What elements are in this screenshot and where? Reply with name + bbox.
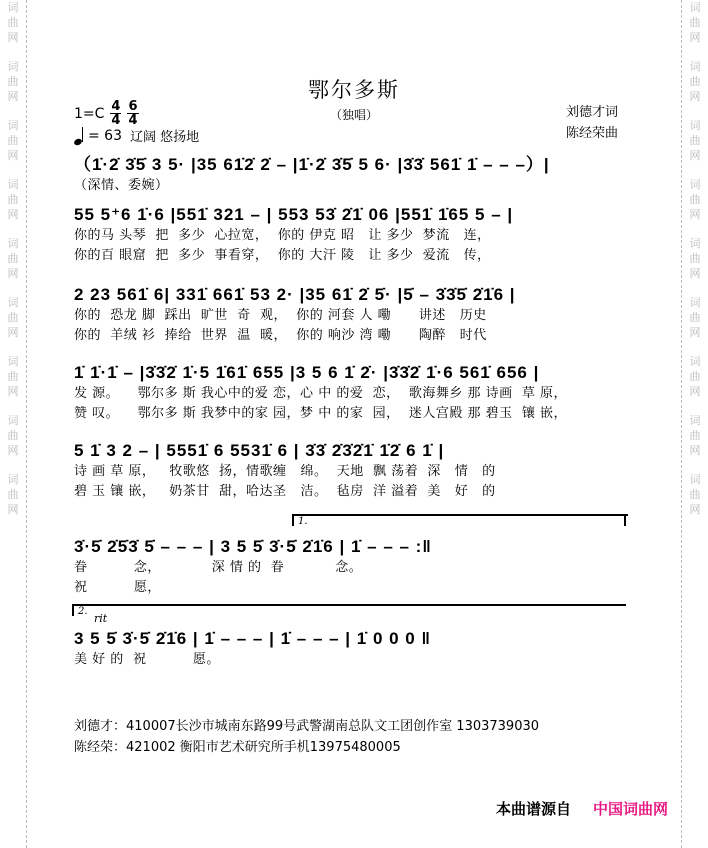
watermark-char: 网 [7, 149, 19, 162]
watermark-char: 网 [7, 267, 19, 280]
lyricist-contact: 刘德才：410007长沙市城南东路99号武警湖南总队文工团创作室 1303739030 [74, 719, 540, 734]
watermark-char: 曲 [689, 429, 701, 442]
score-row [74, 284, 630, 346]
notation-line: 5 1̇ 3 2 – | 5551̇ 6 5531̇ 6 | 3̇3̇ 2̇3̇2̇1̇ 1̇2̇ 6 1̇ | [74, 441, 445, 460]
watermark-char: 词 [689, 237, 701, 250]
lyric-verse-2: 祝 愿， [74, 580, 161, 595]
tempo-value: = 63 [88, 127, 122, 144]
watermark-char: 曲 [689, 252, 701, 265]
watermark-char: 词 [689, 60, 701, 73]
watermark-char: 词 [7, 355, 19, 368]
watermark-group [682, 295, 708, 340]
watermark-group [682, 472, 708, 517]
watermark-char: 网 [7, 503, 19, 516]
watermark-char: 词 [689, 178, 701, 191]
watermark-char: 网 [689, 385, 701, 398]
lyric-verse-2: 赞 叹。 鄂尔多 斯 我梦中的家 园，梦 中 的家 园， 迷人宫殿 那 碧玉 镶 嵌， [74, 406, 568, 421]
watermark-char: 网 [689, 503, 701, 516]
watermark-char: 曲 [7, 75, 19, 88]
lyric-verse-2: 你的百 眼窟 把 多少 事看穿， 你的 大汗 陵 让 多少 爱流 传， [74, 248, 491, 263]
watermark-char: 曲 [689, 75, 701, 88]
score-row [74, 362, 630, 424]
score-row-volta-1 [74, 514, 630, 598]
watermark-group [0, 236, 26, 281]
watermark-group [0, 118, 26, 163]
score-row [74, 204, 630, 266]
watermark-left [0, 0, 27, 848]
lyric-verse-1: 眷 念， 深 情 的 眷 念。 [74, 560, 363, 575]
watermark-char: 词 [7, 296, 19, 309]
watermark-char: 词 [689, 1, 701, 14]
score-row-volta-2 [74, 604, 630, 670]
time-signature-1 [110, 100, 121, 127]
watermark-char: 曲 [689, 16, 701, 29]
volta-bracket-1 [292, 514, 628, 526]
watermark-char: 曲 [7, 370, 19, 383]
lyric-verse-1: 你的马 头琴 把 多少 心拉宽， 你的 伊克 昭 让 多少 梦流 连， [74, 228, 491, 243]
watermark-char: 词 [689, 296, 701, 309]
quarter-note-icon [74, 127, 84, 145]
time-signature-numerator: 6 [128, 99, 138, 114]
watermark-char: 词 [7, 178, 19, 191]
contact-info [74, 716, 539, 758]
watermark-char: 网 [7, 385, 19, 398]
watermark-char: 曲 [7, 311, 19, 324]
watermark-char: 词 [7, 473, 19, 486]
watermark-char: 网 [689, 90, 701, 103]
tempo-marking [74, 126, 199, 145]
time-signature-denominator: 4 [111, 113, 121, 128]
watermark-char: 词 [7, 414, 19, 427]
watermark-group [682, 236, 708, 281]
watermark-char: 词 [7, 237, 19, 250]
key-and-meter [74, 100, 139, 127]
source-site-link[interactable]: 中国词曲网 [592, 800, 668, 818]
watermark-char: 词 [689, 355, 701, 368]
watermark-group [0, 295, 26, 340]
watermark-char: 网 [7, 31, 19, 44]
watermark-char: 网 [689, 326, 701, 339]
lyric-verse-1: 你的 恐龙 脚 踩出 旷世 奇 观， 你的 河套 人 嘞 讲述 历史 [74, 308, 487, 323]
watermark-char: 网 [7, 208, 19, 221]
watermark-group [0, 413, 26, 458]
notation-line: （1̇·2̇ 3̇5̇ 3 5· |35 61̇2̇ 2̇ – |1̇·2̇ 3̇5̇ 5 6· |3̇3̇ 561̇ 1̇ – – –）| [74, 155, 550, 174]
source-label: 本曲谱源自 [495, 800, 571, 818]
watermark-char: 网 [689, 208, 701, 221]
watermark-char: 词 [7, 119, 19, 132]
watermark-char: 曲 [7, 134, 19, 147]
watermark-char: 网 [689, 149, 701, 162]
watermark-char: 曲 [7, 488, 19, 501]
source-attribution [496, 798, 668, 819]
watermark-char: 网 [7, 444, 19, 457]
time-signature-denominator: 4 [128, 113, 138, 128]
notation-line: 1̇ 1̇·1̇ – |3̇3̇2̇ 1̇·5 1̇61̇ 655 |3 5 6 1̇ 2̇· |3̇3̇2̇ 1̇·6 561̇ 656 | [74, 363, 540, 382]
notation-line: 55 5⁺6 1̇·6 |551̇ 321 – | 553 53̇ 2̇1̇ 06 |551̇ 1̇65 5 – | [74, 205, 514, 224]
watermark-char: 网 [689, 444, 701, 457]
watermark-char: 词 [689, 119, 701, 132]
volta-label-1: 1. [298, 516, 308, 527]
watermark-char: 曲 [7, 429, 19, 442]
lyricist: 刘德才词 [565, 105, 618, 120]
watermark-char: 词 [7, 60, 19, 73]
watermark-group [682, 354, 708, 399]
song-title: 鄂尔多斯 [308, 78, 400, 102]
ritardando-mark: rit [94, 612, 108, 625]
watermark-char: 曲 [7, 252, 19, 265]
composer: 陈经荣曲 [565, 126, 618, 141]
lyric-verse-1: 诗 画 草 原， 牧歌悠 扬，情歌缠 绵。 天地 飘 荡着 深 情 的 [74, 464, 496, 479]
watermark-char: 曲 [689, 134, 701, 147]
lyric-verse-1: 发 源。 鄂尔多 斯 我心中的爱 恋，心 中 的爱 恋， 歌海舞乡 那 诗画 草 原， [74, 386, 568, 401]
notation-line: 2 23 561̇ 6| 331̇ 661̇ 53 2· |35 61̇ 2̇ 5̇· |5̇ – 3̇3̇5̇ 2̇1̇6 | [74, 285, 516, 304]
volta-label-2: 2. [78, 606, 88, 617]
watermark-char: 词 [689, 473, 701, 486]
watermark-char: 曲 [689, 370, 701, 383]
lyric-verse-2: 你的 羊绒 衫 捧给 世界 温 暖， 你的 响沙 湾 嘞 陶醉 时代 [74, 328, 487, 343]
score-row-intro [74, 154, 630, 196]
performance-type: （独唱） [329, 108, 378, 122]
watermark-char: 网 [689, 31, 701, 44]
watermark-char: 网 [689, 267, 701, 280]
key-signature: 1=C [74, 105, 105, 122]
watermark-char: 网 [7, 326, 19, 339]
lyric-verse-2: 碧 玉 镶 嵌， 奶茶甘 甜，哈达圣 洁。 毡房 洋 溢着 美 好 的 [74, 484, 496, 499]
watermark-group [682, 177, 708, 222]
credits [566, 102, 618, 144]
watermark-char: 曲 [7, 16, 19, 29]
watermark-char: 词 [7, 1, 19, 14]
watermark-group [682, 0, 708, 45]
watermark-char: 曲 [689, 488, 701, 501]
watermark-char: 曲 [689, 193, 701, 206]
watermark-char: 曲 [689, 311, 701, 324]
score-row [74, 440, 630, 502]
time-signature-2 [127, 100, 138, 127]
composer-contact: 陈经荣：421002 衡阳市艺术研究所手机13975480005 [74, 740, 401, 755]
expression-text: 辽阔 悠扬地 [130, 130, 200, 145]
watermark-group [682, 413, 708, 458]
watermark-group [0, 177, 26, 222]
volta-bracket-end [624, 514, 626, 526]
volta-bracket-2 [72, 604, 626, 616]
watermark-char: 曲 [7, 193, 19, 206]
watermark-group [0, 354, 26, 399]
lyric-verse-1: 美 好 的 祝 愿。 [74, 652, 220, 667]
expression-mark: （深情、委婉） [74, 178, 169, 193]
watermark-group [682, 118, 708, 163]
time-signature-numerator: 4 [111, 99, 121, 114]
notation-line: 3 5 5̇ 3̇·5̇ 2̇1̇6 | 1̇ – – – | 1̇ – – – | 1̇ 0 0 0 ‖ [74, 629, 431, 648]
watermark-char: 网 [7, 90, 19, 103]
notation-line: 3̇·5̇ 2̇5̇3̇ 5̇ – – – | 3 5 5̇ 3̇·5̇ 2̇1̇6 | 1̇ – – – :‖ [74, 537, 432, 556]
watermark-group [0, 0, 26, 45]
watermark-char: 词 [689, 414, 701, 427]
watermark-group [0, 472, 26, 517]
watermark-right [681, 0, 708, 848]
